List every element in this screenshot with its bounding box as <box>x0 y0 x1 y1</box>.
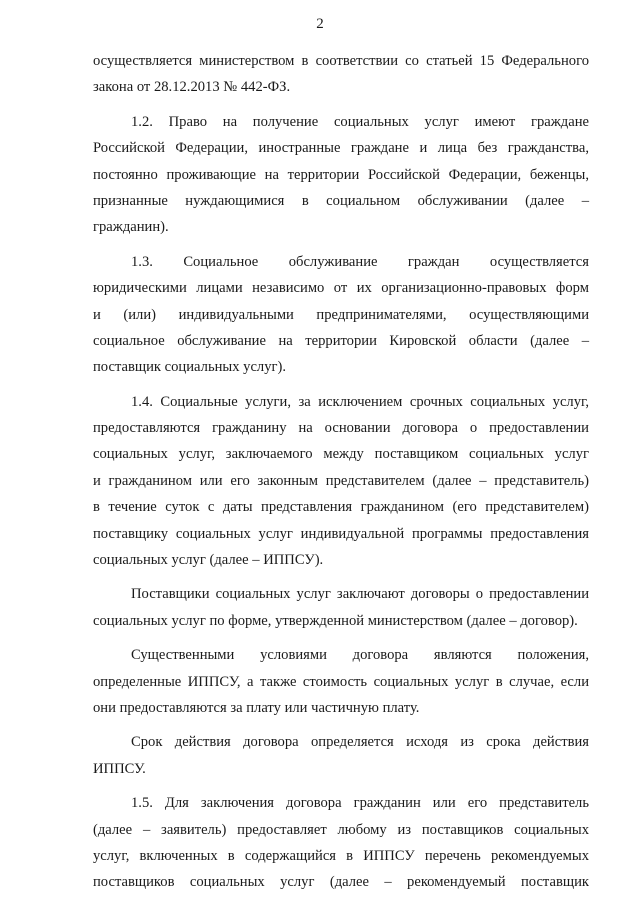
text-line: 1.4. Социальные услуги, за исключением срочных социальных услуг, <box>131 393 589 410</box>
text-line: поставщик социальных услуг). <box>93 359 287 376</box>
text-line: Поставщики социальных услуг заключают договоры о предоставлении <box>131 586 589 603</box>
text-line: и гражданином или его законным представителем (далее – представитель) <box>93 472 589 489</box>
text-line: признанные нуждающимися в социальном обслуживании (далее – <box>93 192 589 209</box>
text-line: 1.2. Право на получение социальных услуг имеют граждане <box>131 113 589 130</box>
document-body <box>93 48 589 896</box>
text-line: 1.5. Для заключения договора гражданин или его представитель <box>131 795 589 812</box>
paragraph <box>93 249 589 381</box>
paragraph <box>93 729 589 782</box>
text-line: социальных услуг (далее – ИППСУ). <box>93 552 324 569</box>
text-line: Существенными условиями договора являются положения, <box>131 647 589 664</box>
page-number: 2 <box>316 16 324 32</box>
paragraph <box>93 389 589 574</box>
text-line: юридическими лицами независимо от их организационно-правовых форм <box>93 280 589 297</box>
text-line: поставщику социальных услуг индивидуальной программы предоставления <box>93 525 589 542</box>
text-line: закона от 28.12.2013 № 442-ФЗ. <box>93 79 291 96</box>
text-line: осуществляется министерством в соответствии со статьей 15 Федерального <box>93 53 589 69</box>
text-line: услуг, включенных в содержащийся в ИППСУ перечень рекомендуемых <box>93 847 589 864</box>
text-line: и (или) индивидуальными предпринимателями, осуществляющими <box>93 306 589 323</box>
text-line: 1.3. Социальное обслуживание граждан осуществляется <box>131 253 589 270</box>
text-line: (далее – заявитель) предоставляет любому из поставщиков социальных <box>93 821 589 838</box>
text-line: социальных услуг по форме, утвержденной министерством (далее – договор). <box>93 612 578 629</box>
text-line: поставщиков социальных услуг (далее – рекомендуемый поставщик <box>93 874 589 891</box>
paragraph <box>93 581 589 634</box>
text-line: предоставляются гражданину на основании договора о предоставлении <box>93 420 589 437</box>
text-line: они предоставляются за плату или частичную плату. <box>93 699 420 716</box>
text-line: Российской Федерации, иностранные граждане и лица без гражданства, <box>93 140 589 157</box>
paragraph <box>93 790 589 896</box>
paragraph <box>93 109 589 241</box>
text-line: ИППСУ. <box>93 760 146 777</box>
text-line: социальных услуг, заключаемого между поставщиком социальных услуг <box>93 446 589 463</box>
text-line: определенные ИППСУ, а также стоимость социальных услуг в случае, если <box>93 673 589 690</box>
text-line: в течение суток с даты представления гражданином (его представителем) <box>93 499 589 516</box>
text-line: Срок действия договора определяется исходя из срока действия <box>131 734 589 751</box>
text-line: социальное обслуживание на территории Кировской области (далее – <box>93 332 589 349</box>
paragraph <box>93 642 589 721</box>
text-line: гражданин). <box>93 219 169 236</box>
paragraph <box>93 48 589 101</box>
text-line: постоянно проживающие на территории Российской Федерации, беженцы, <box>93 166 589 183</box>
